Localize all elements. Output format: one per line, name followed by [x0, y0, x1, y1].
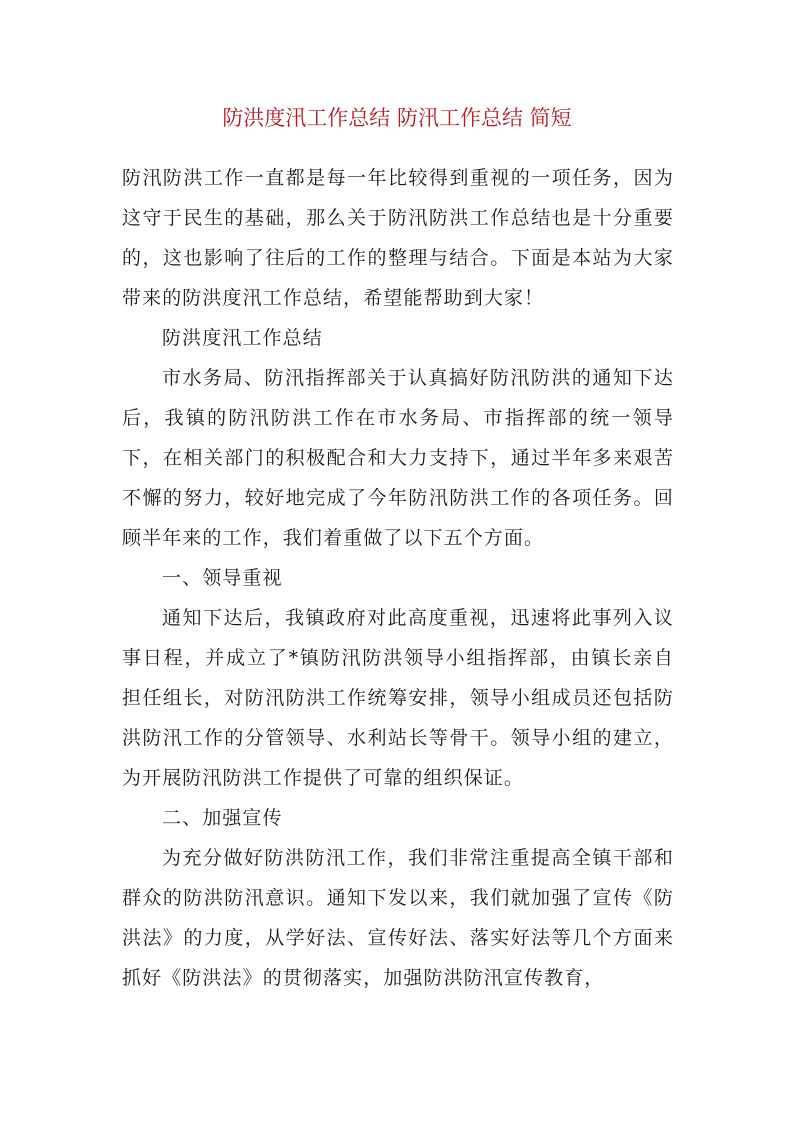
document-title: 防洪度汛工作总结 防汛工作总结 简短	[222, 106, 572, 130]
intro-paragraph: 防汛防洪工作一直都是每一年比较得到重视的一项任务，因为这守于民生的基础，那么关于防汛防洪工作总结也是十分重要的，这也影响了往后的工作的整理与结合。下面是本站为大家带来的防洪度汛工作总结，希望能帮助到大家！	[122, 167, 674, 309]
section-heading: 一、领导重视	[162, 567, 283, 589]
body-paragraph: 为充分做好防洪防汛工作，我们非常注重提高全镇干部和群众的防洪防汛意识。通知下发以来，我们就加强了宣传《防洪法》的力度，从学好法、宣传好法、落实好法等几个方面来抓好《防洪法》的贯彻落实，加强防洪防汛宣传教育，	[122, 847, 674, 989]
document-body	[122, 158, 674, 998]
section-heading: 防洪度汛工作总结	[162, 327, 323, 349]
body-paragraph: 市水务局、防汛指挥部关于认真搞好防汛防洪的通知下达后，我镇的防汛防洪工作在市水务局、市指挥部的统一领导下，在相关部门的积极配合和大力支持下，通过半年多来艰苦不懈的努力，较好地完成了今年防汛防洪工作的各项任务。回顾半年来的工作，我们着重做了以下五个方面。	[122, 367, 674, 549]
body-paragraph: 通知下达后，我镇政府对此高度重视，迅速将此事列入议事日程，并成立了*镇防汛防洪领导小组指挥部，由镇长亲自担任组长，对防汛防洪工作统筹安排，领导小组成员还包括防洪防汛工作的分管领导、水利站长等骨干。领导小组的建立，为开展防汛防洪工作提供了可靠的组织保证。	[122, 607, 674, 789]
section-heading: 二、加强宣传	[162, 807, 283, 829]
